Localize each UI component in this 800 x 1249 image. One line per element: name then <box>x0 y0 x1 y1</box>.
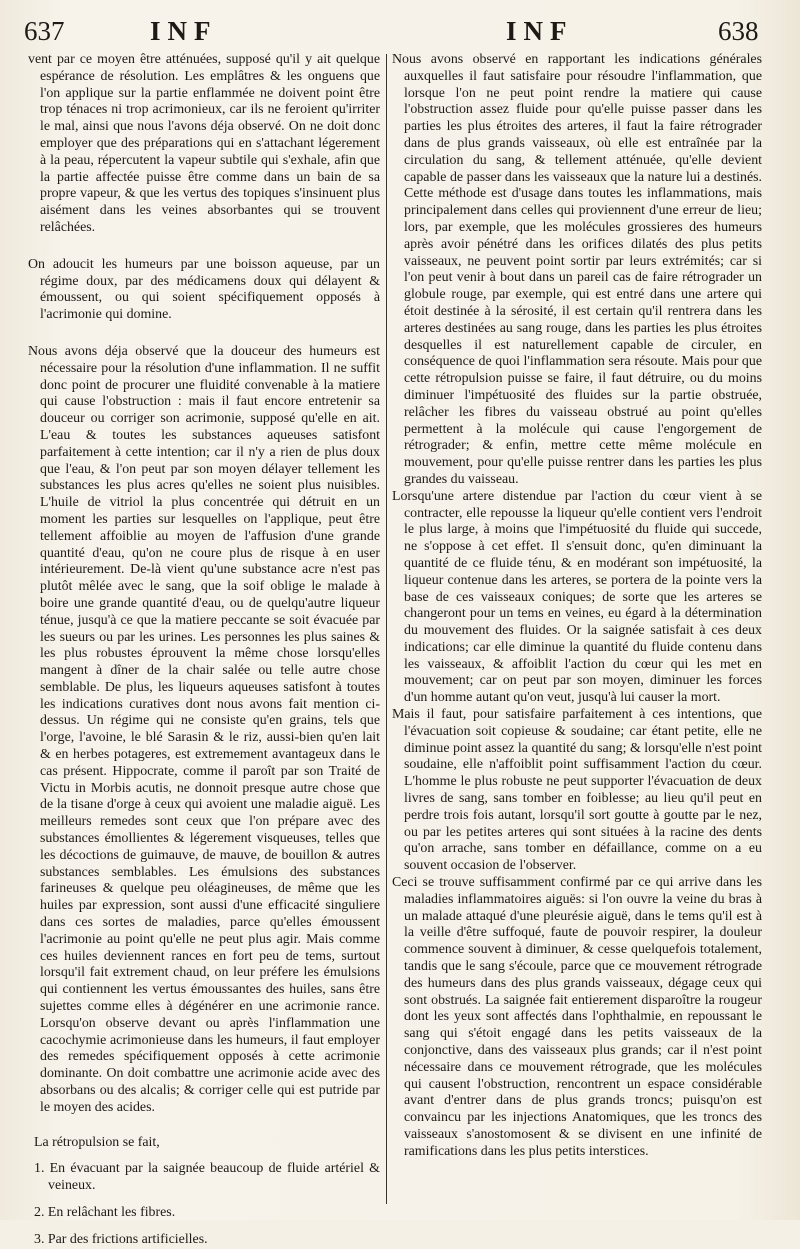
paragraph: On adoucit les humeurs par une boisson aqueuse, par un régime doux, par des médicamens doux qui délayent & émoussent, ou qui soient spécifiquement opposés à l'acrimonie qui domine. <box>28 256 380 323</box>
list-heading: La rétropulsion se fait, <box>34 1134 160 1150</box>
running-header <box>0 16 800 50</box>
left-column <box>28 52 380 1247</box>
left-page-number: 637 <box>24 16 65 46</box>
right-column <box>392 52 762 1212</box>
left-running-head: INF <box>150 16 218 46</box>
paragraph: vent par ce moyen être atténuées, supposé qu'il y ait quelque espérance de résolution. Les emplâtres & les onguens que l'on applique sur la partie enflammée ne doivent point être trop ténaces ni trop acrimonieux, car ils ne feroient qu'irriter le mal, ainsi que nous l'avons déja observé. On ne doit donc employer que des préparations qui en s'attachant légerement à la peau, répercutent la vapeur subtile qui s'exhale, afin que la partie affectée puisse être comme dans un bain de sa propre vapeur, & que les vertus des topiques s'insinuent plus aisément dans les veines absorbantes qui se trouvent relâchées. <box>28 52 380 235</box>
list-item: 3. Par des frictions artificielles. <box>34 1231 208 1247</box>
paragraph: Lorsqu'une artere distendue par l'action du cœur vient à se contracter, elle repousse la liqueur qu'elle contient vers l'endroit le plus large, à moins que l'impétuosité du fluide qui succede, ne s'oppose à cet effet. Il s'ensuit donc, qu'en diminuant la quantité de ce fluide ténu, & en modérant son impétuosité, la liqueur contenue dans les arteres, se portera de la pointe vers la base de ces vaisseaux coniques; de sorte que les arteres se changeront pour un tems en veines, eu égard à la détermination du mouvement des fluides. Or la saignée satisfait à ces deux indications; car elle diminue la quantité du fluide contenu dans les vaisseaux, & affoiblit l'action du cœur qui les met en mouvement; car on peut par son moyen, diminuer les forces d'un homme autant qu'on veut, jusqu'à lui causer la mort. <box>392 488 762 706</box>
list-item: 1. En évacuant par la saignée beaucoup de fluide artériel & veineux. <box>34 1161 380 1194</box>
paragraph: Nous avons déja observé que la douceur des humeurs est nécessaire pour la résolution d'une inflammation. Il ne suffit donc point de procurer une fluidité convenable à la matiere qui cause l'obstruction : mais il faut encore entretenir sa douceur ou corriger son acrimonie, supposé qu'elle en ait. L'eau & toutes les substances aqueuses satisfont parfaitement à cette intention; car il n'y a rien de plus doux que l'eau, & l'on peut par son moyen délayer tellement les substances les plus acres qu'elles ne soient plus nuisibles. L'huile de vitriol la plus concentrée qui détruit en un moment les parties sur lesquelles on l'applique, peut être tellement affoiblie au moyen de l'affusion d'une grande quantité d'eau, qu'on ne coure plus de risque à en user intérieurement. De-là vient qu'une substance acre n'est pas plutôt mêlée avec le sang, que la soif oblige le malade à boire une grande quantité d'eau, ou de quelqu'autre liqueur ténue, jusqu'à ce que la matiere peccante se soit évacuée par les sueurs ou par les urines. Les personnes les plus saines & les plus robustes éprouvent la même chose lorsqu'elles mangent à dîner de la chair salée ou telle autre chose semblable. De plus, les liqueurs aqueuses satisfont à toutes les indications curatives dont nous avons fait mention ci-dessus. Un régime qui ne consiste qu'en grains, tels que l'orge, l'avoine, le blé Sarasin & le riz, aussi-bien qu'en lait & en herbes potageres, est extremement avantageux dans le cas présent. Hippocrate, comme il paroît par son Traité de Victu in Morbis acutis, ne donnoit presque autre chose que de la tisane d'orge à ceux qui avoient une maladie aiguë. Les meilleurs remedes sont ceux que l'on prépare avec des substances émollientes & légerement visqueuses, telles que les décoctions de guimauve, de mauve, de bouillon & autres substances semblables. Les émulsions des substances farineuses & quelque peu oléagineuses, de même que les huiles par expression, sont aussi d'une efficacité singuliere dans ces sortes de maladies, parce qu'elles émoussent l'acrimonie au point qu'elle ne peut plus agir. Mais comme ces huiles deviennent rances en fort peu de tems, surtout lorsqu'il fait extrement chaud, on leur préfere les émulsions qui contiennent les vertus émoussantes des huiles, sans être sujettes comme elles à dégénérer en une acrimonie rance. Lorsqu'on observe devant ou après l'inflammation une cacochymie acrimonieuse dans les humeurs, il faut employer des remedes spécifiquement opposés à cette acrimonie dominante. On doit combattre une acrimonie acide avec des absorbans ou des alcalis; & corriger celle qui est putride par le moyen des acides. <box>28 343 380 1115</box>
paragraph: Ceci se trouve suffisamment confirmé par ce qui arrive dans les maladies inflammatoires aiguës: si l'on ouvre la veine du bras à un malade attaqué d'une pleurésie aiguë, dans le tems qu'il est à la veille d'être suffoqué, faute de pouvoir respirer, la douleur commence souvent à diminuer, & cesse quelquefois totalement, tandis que le sang s'écoule, parce que ce mouvement rétrograde des humeurs dans des plus grands vaisseaux, dégage ceux qui sont obstrués. La saignée fait entierement disparoître la rougeur dont les yeux sont affectés dans l'ophthalmie, en repoussant le sang qui s'étoit engagé dans les petits vaisseaux de la conjonctive, dans des vaisseaux plus grands; car il n'est point nécessaire dans ce mouvement rétrograde, que les molécules qui causent l'obstruction, rencontrent un espace considérable avant d'entrer dans de plus grands troncs; puisqu'on est convaincu par les injections Anatomiques, que les troncs des vaisseaux s'anostomosent & se divisent en une infinité de ramifications dans les plus petits interstices. <box>392 875 762 1159</box>
right-page-number: 638 <box>718 16 759 46</box>
paragraph: Nous avons observé en rapportant les indications générales auxquelles il faut satisfaire pour résoudre l'inflammation, que lorsque l'on ne peut point rendre la matiere qui cause l'obstruction assez fluide pour qu'elle puisse passer dans les parties les plus étroites des arteres, il faut la faire rétrograder dans de plus grands vaisseaux, où elle est entraînée par la circulation du sang, & tellement atténuée, qu'elle devient capable de passer dans les vaisseaux que la nature lui a destinés. Cette méthode est d'usage dans toutes les inflammations, mais principalement dans celles qui proviennent d'une erreur de lieu; lors, par exemple, que les molécules grossieres des humeurs après avoir pénétré dans les orifices dilatés des plus petits vaisseaux, ne peuvent point sortir par leurs extrémités; car si l'on peut venir à bout dans un pareil cas de faire rétrograder un globule rouge, par exemple, qui est entré dans une artere qui étoit destinée à la sérosité, il est certain qu'il rentrera dans les arteres destinées au sang rouge, dans les parties les plus étroites desquelles il est naturellement capable de circuler, en conséquence de quoi l'inflammation sera résoute. Mais pour que cette rétropulsion puisse se faire, il faut détruire, ou du moins diminuer l'impétuosité des fluides sur la partie obstruée, relâcher les fibres du vaisseau obstrué au point qu'elles permettent à la molécule qui cause l'engorgement de rétrograder; & enfin, mettre cette même molécule en mouvement, pour qu'elle puisse rentrer dans les parties les plus grandes du vaisseau. <box>392 52 762 487</box>
right-running-head: INF <box>506 16 574 46</box>
list-item: 2. En relâchant les fibres. <box>34 1205 176 1220</box>
paragraph: Mais il faut, pour satisfaire parfaitement à ces intentions, que l'évacuation soit copieuse & soudaine; car étant petite, elle ne diminue point assez la quantité du sang; & lorsqu'elle n'est point soudaine, elle n'affoiblit point suffisamment l'action du cœur. L'homme le plus robuste ne peut supporter l'évacuation de deux livres de sang, sans tomber en foiblesse; au lieu qu'il peut en perdre trois fois autant, lorsqu'il sort goutte à goutte par le nez, ou par les petites arteres qui sont situées à la racine des dents qu'on arrache, sans tomber en défaillance, comme on a eu souvent occasion de l'observer. <box>392 707 762 874</box>
column-rule <box>386 54 387 1204</box>
